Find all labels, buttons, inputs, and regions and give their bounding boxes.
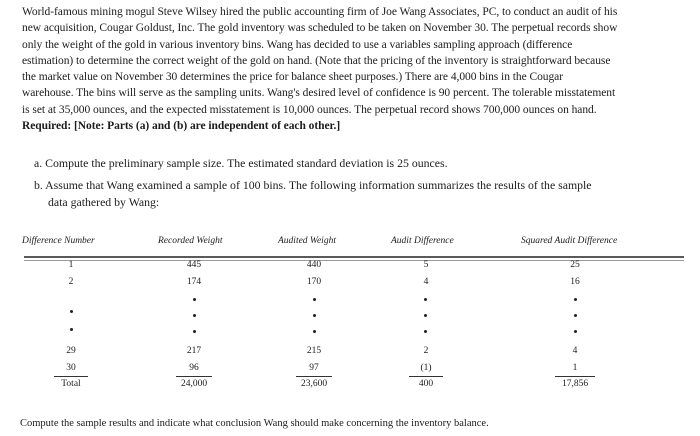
problem-line: estimation) to determine the correct weight of the gold on hand. (Note that the pricing of the inventory is straightforward because: [22, 54, 611, 67]
problem-line: is set at 35,000 ounces, and the expected misstatement is 10,000 ounces. The perpetual record shows 700,000 ounces on hand.: [22, 103, 597, 116]
problem-statement: [22, 4, 686, 134]
table-cell: 96: [189, 363, 199, 373]
total-rule: [555, 376, 595, 377]
table-cell: 1: [572, 363, 578, 373]
ellipsis-dot: [313, 330, 316, 333]
ellipsis-dot: [313, 298, 316, 301]
table-cell: 440: [306, 260, 322, 270]
table-cell: 5: [423, 260, 429, 270]
table-cell-total-label: Total: [61, 379, 81, 389]
table-cell: 217: [186, 346, 202, 356]
table-cell: 170: [306, 277, 322, 287]
problem-line: warehouse. The bins will serve as the sampling units. Wang's desired level of confidence is 90 percent. The tolerable misstatement: [22, 87, 616, 100]
header-audited-weight: Audited Weight: [278, 236, 336, 246]
table-cell: 2: [423, 346, 429, 356]
question-b-line: data gathered by Wang:: [48, 195, 160, 209]
question-a: a. Compute the preliminary sample size. The estimated standard deviation is 25 ounces.: [34, 156, 448, 170]
header-recorded-weight: Recorded Weight: [158, 236, 223, 246]
header-squared-audit-difference: Squared Audit Difference: [521, 236, 618, 246]
question-b: [34, 177, 592, 211]
sample-results-table: [18, 236, 690, 396]
problem-line: new acquisition, Cougar Goldust, Inc. The gold inventory was scheduled to be taken on November 30. The perpetual records show: [22, 22, 618, 35]
ellipsis-dot: [193, 330, 196, 333]
conclusion-prompt: Compute the sample results and indicate what conclusion Wang should make concerning the inventory balance.: [20, 418, 489, 429]
table-cell: 29: [66, 346, 76, 356]
ellipsis-dot: [193, 298, 196, 301]
header-difference-number: Difference Number: [22, 236, 95, 246]
table-cell: 445: [186, 260, 202, 270]
required-note: Required: [Note: Parts (a) and (b) are independent of each other.]: [22, 120, 341, 133]
ellipsis-dot: [574, 298, 577, 301]
table-cell: 4: [572, 346, 578, 356]
total-rule: [176, 376, 212, 377]
total-rule: [409, 376, 443, 377]
table-cell: 215: [306, 346, 322, 356]
table-cell: 16: [570, 277, 580, 287]
table-cell: 400: [418, 379, 434, 389]
table-cell: 17,856: [561, 379, 589, 389]
ellipsis-dot: [424, 314, 427, 317]
ellipsis-dot: [70, 310, 73, 313]
problem-line: only the weight of the gold in various inventory bins. Wang has decided to use a variables sampling approach (difference: [22, 38, 573, 51]
problem-line: the market value on November 30 determines the price for balance sheet purposes.) There are 4,000 bins in the Cougar: [22, 71, 564, 84]
problem-line: World-famous mining mogul Steve Wilsey hired the public accounting firm of Joe Wang Associates, PC, to conduct an audit of his: [22, 6, 618, 18]
total-rule: [296, 376, 332, 377]
table-cell: 174: [186, 277, 202, 287]
table-cell: 30: [66, 363, 76, 373]
ellipsis-dot: [574, 330, 577, 333]
table-cell: 23,600: [300, 379, 328, 389]
table-cell: 25: [570, 260, 580, 270]
ellipsis-dot: [70, 328, 73, 331]
header-audit-difference: Audit Difference: [391, 236, 454, 246]
table-cell: 24,000: [180, 379, 208, 389]
table-cell: (1): [420, 363, 432, 373]
ellipsis-dot: [574, 314, 577, 317]
question-b-line: b. Assume that Wang examined a sample of 100 bins. The following information summarizes the results of the sample: [34, 178, 592, 192]
table-cell: 1: [68, 260, 74, 270]
total-rule: [54, 376, 88, 377]
table-cell: 2: [68, 277, 74, 287]
ellipsis-dot: [313, 314, 316, 317]
ellipsis-dot: [424, 330, 427, 333]
table-cell: 4: [423, 277, 429, 287]
ellipsis-dot: [424, 298, 427, 301]
ellipsis-dot: [193, 314, 196, 317]
table-cell: 97: [309, 363, 319, 373]
header-rule: [24, 256, 684, 258]
